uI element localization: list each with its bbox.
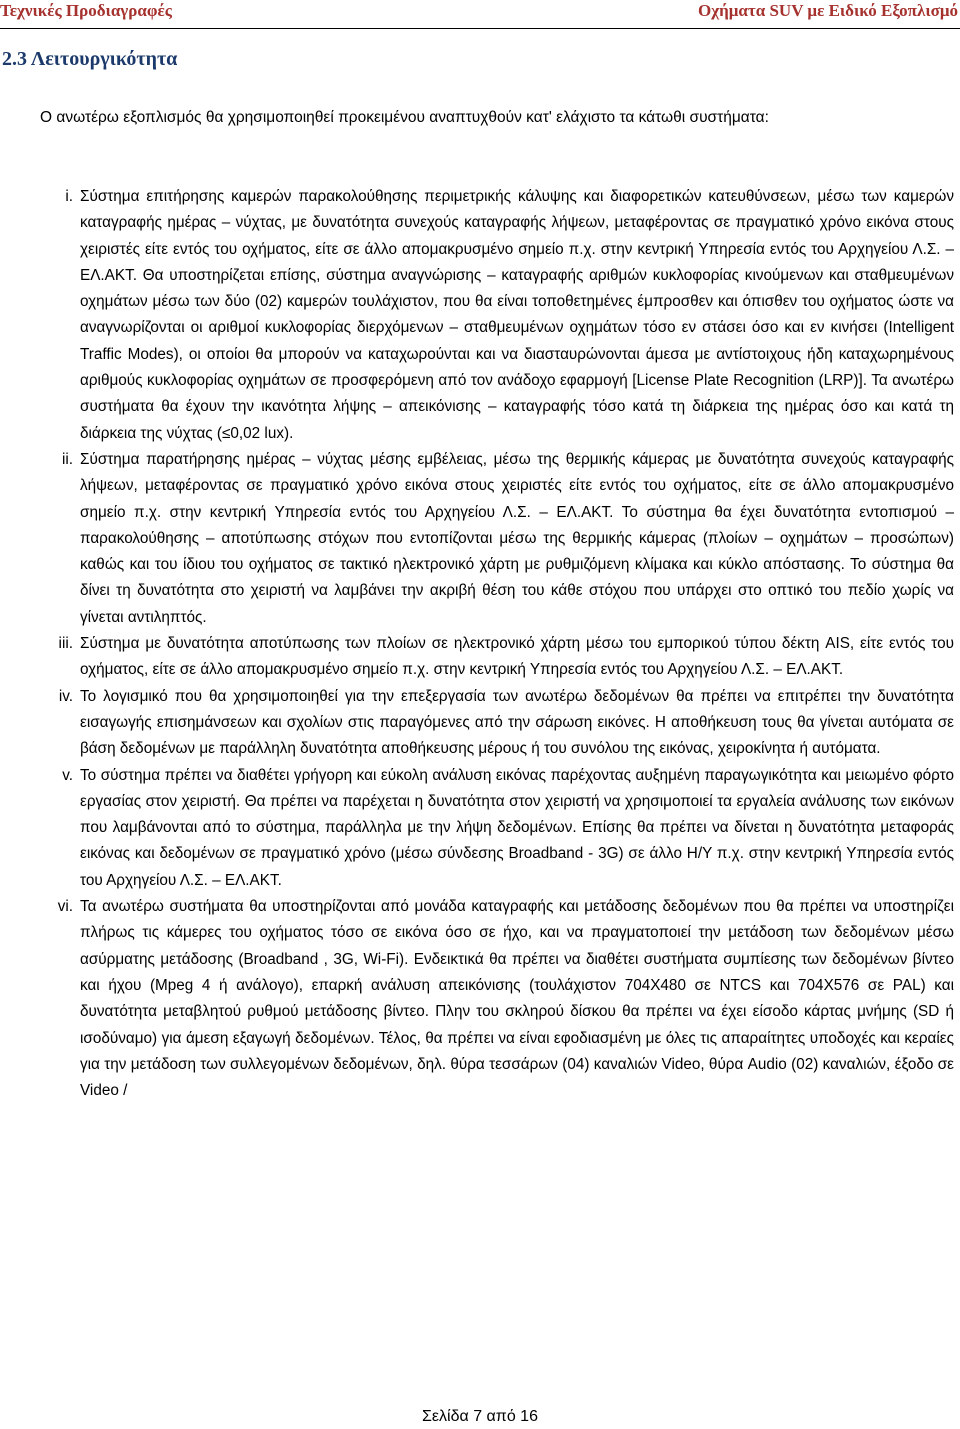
header-left-title: Τεχνικές Προδιαγραφές	[0, 1, 172, 20]
requirements-list	[57, 184, 954, 1104]
list-item-marker: v.	[62, 766, 73, 784]
list-item	[58, 631, 954, 684]
header-right-title: Οχήματα SUV με Ειδικό Εξοπλισμό	[698, 1, 958, 20]
list-item-marker: vi.	[57, 898, 73, 916]
list-item-text: Τα ανωτέρω συστήματα θα υποστηρίζονται από μονάδα καταγραφής και μετάδοσης δεδομένων που θα πρέπει να υποστηρίζει πλήρως τις κάμερες του οχήματος τόσο σε εικόνα όσο σε ήχο, και να πραγματοποιεί την μετάδοση των δεδομένων μέσω ασύρματης μετάδοσης (Broadband , 3G, Wi-Fi). Ενδεικτικά θα πρέπει να διαθέτει συστήματα συμπίεσης των δεδομένων βίντεο και ήχου (Mpeg 4 ή ανάλογο), επαρκή ανάλυση απεικόνισης (τουλάχιστον 704Χ480 σε NTCS και 704Χ576 σε PAL) και δυνατότητα μεταβλητού ρυθμού μετάδοσης βίντεο. Πλην του σκληρού δίσκου θα πρέπει να έχει είσοδο κάρτας μνήμης (SD ή ισοδύναμο) για άμεση εξαγωγή δεδομένων. Τέλος, θα πρέπει να είναι εφοδιασμένη με όλες τις απαραίτητες υποδοχές και κεραίες για την μετάδοση των συλλεγομένων δεδομένων, δηλ. θύρα τεσσάρων (04) καναλιών Video, θύρα Audio (02) καναλιών, έξοδο σε Video /	[80, 898, 954, 1100]
list-item-text: Σύστημα με δυνατότητα αποτύπωσης των πλοίων σε ηλεκτρονικό χάρτη μέσω του εμπορικού τύπου δέκτη AIS, είτε εντός του οχήματος, είτε σε άλλο απομακρυσμένο σημείο π.χ. στην κεντρική Υπηρεσία εντός του Αρχηγείου Λ.Σ. – ΕΛ.ΑΚΤ.	[80, 635, 954, 679]
list-item-text: Το λογισμικό που θα χρησιμοποιηθεί για την επεξεργασία των ανωτέρω δεδομένων θα πρέπει να επιτρέπει την δυνατότητα εισαγωγής επισημάνσεων και σχολίων στις παραγόμενες από την σάρωση εικόνες. Η αποθήκευση τους θα γίνεται αυτόματα σε βάση δεδομένων με παράλληλη δυνατότητα αποθήκευσης μέρους ή του συνόλου της εικόνας, χειροκίνητα ή αυτόματα.	[80, 687, 954, 758]
page-header	[0, 0, 960, 29]
page-number-footer: Σελίδα 7 από 16	[422, 1408, 538, 1425]
list-item	[61, 447, 954, 631]
list-item-marker: ii.	[61, 450, 73, 468]
list-item	[58, 684, 954, 763]
list-item-marker: iii.	[58, 635, 73, 653]
list-item	[62, 763, 954, 894]
section-title: 2.3 Λειτουργικότητα	[2, 48, 178, 70]
list-item-marker: iv.	[58, 687, 73, 705]
list-item-text: Σύστημα παρατήρησης ημέρας – νύχτας μέσης εμβέλειας, μέσω της θερμικής κάμερας με δυνατότητα συνεχούς καταγραφής λήψεων, μεταφέροντας σε πραγματικό χρόνο εικόνα στους χειριστές είτε εντός του οχήματος, είτε σε άλλο απομακρυσμένο σημείο π.χ. στην κεντρική Υπηρεσία εντός του Αρχηγείου Λ.Σ. – ΕΛ.ΑΚΤ. Το σύστημα θα έχει δυνατότητα εντοπισμού – παρακολούθησης – αποτύπωσης στόχων που εντοπίζονται μέσω της θερμικής κάμερας (πλοίων – οχημάτων – προσώπων) καθώς και του ίδιου του οχήματος σε τακτικό ηλεκτρονικό χάρτη με ρυθμιζόμενη κλίμακα και κύκλο απόστασης. Το σύστημα θα δίνει τη δυνατότητα στο χειριστή να λαμβάνει την ακριβή θέση του κάθε στόχου που υπάρχει στο οπτικό του πεδίο χωρίς να γίνεται αντιληπτός.	[80, 450, 954, 626]
list-item-marker: i.	[65, 188, 73, 205]
list-item	[65, 184, 954, 447]
list-item-text: Σύστημα επιτήρησης καμερών παρακολούθησης περιμετρικής κάλυψης και διαφορετικών κατευθύνσεων, μέσω των καμερών καταγραφής ημέρας – νύχτας, με δυνατότητα συνεχούς καταγραφής λήψεων, μεταφέροντας σε πραγματικό χρόνο εικόνα στους χειριστές είτε εντός του οχήματος, είτε σε άλλο απομακρυσμένο σημείο π.χ. στην κεντρική Υπηρεσία εντός του Αρχηγείου Λ.Σ. – ΕΛ.ΑΚΤ. Θα υποστηρίζεται επίσης, σύστημα αναγνώρισης – καταγραφής αριθμών κυκλοφορίας κινούμενων και σταθμευμένων οχημάτων μέσω των δύο (02) καμερών τουλάχιστον, που θα είναι τοποθετημένες έμπροσθεν και όπισθεν του οχήματος ώστε να αναγνωρίζονται οι αριθμοί κυκλοφορίας διερχόμενων – σταθμευμένων οχημάτων τόσο εν στάσει όσο και εν κινήσει (Intelligent Traffic Modes), οι οποίοι θα μπορούν να καταχωρούνται και να διασταυρώνονται άμεσα με αντίστοιχους ήδη καταχωρημένους αριθμούς κυκλοφορίας οχημάτων σε προσφερόμενη από τον ανάδοχο εφαρμογή [License Plate Recognition (LRP)]. Τα ανωτέρω συστήματα θα έχουν την ικανότητα λήψης – απεικόνισης – καταγραφής τόσο κατά τη διάρκεια της ημέρας όσο και κατά τη διάρκεια της νύχτας (≤0,02 lux).	[80, 188, 954, 442]
list-item	[57, 894, 954, 1104]
intro-paragraph: Ο ανωτέρω εξοπλισμός θα χρησιμοποιηθεί προκειμένου αναπτυχθούν κατ' ελάχιστο τα κάτωθι συστήματα:	[40, 109, 769, 126]
list-item-text: Το σύστημα πρέπει να διαθέτει γρήγορη και εύκολη ανάλυση εικόνας παρέχοντας αυξημένη παραγωγικότητα και μειωμένο φόρτο εργασίας στον χειριστή. Θα πρέπει να παρέχεται η δυνατότητα στον χειριστή να χρησιμοποιεί τα εργαλεία ανάλυσης των εικόνων που λαμβάνονται από το σύστημα, παράλληλα με την λήψη δεδομένων. Επίσης θα πρέπει να δίνεται η δυνατότητα μεταφοράς εικόνας και δεδομένων σε πραγματικό χρόνο (μέσω σύνδεσης Broadband - 3G) σε άλλο Η/Υ π.χ. στην κεντρική Υπηρεσία εντός του Αρχηγείου Λ.Σ. – ΕΛ.ΑΚΤ.	[80, 766, 954, 889]
